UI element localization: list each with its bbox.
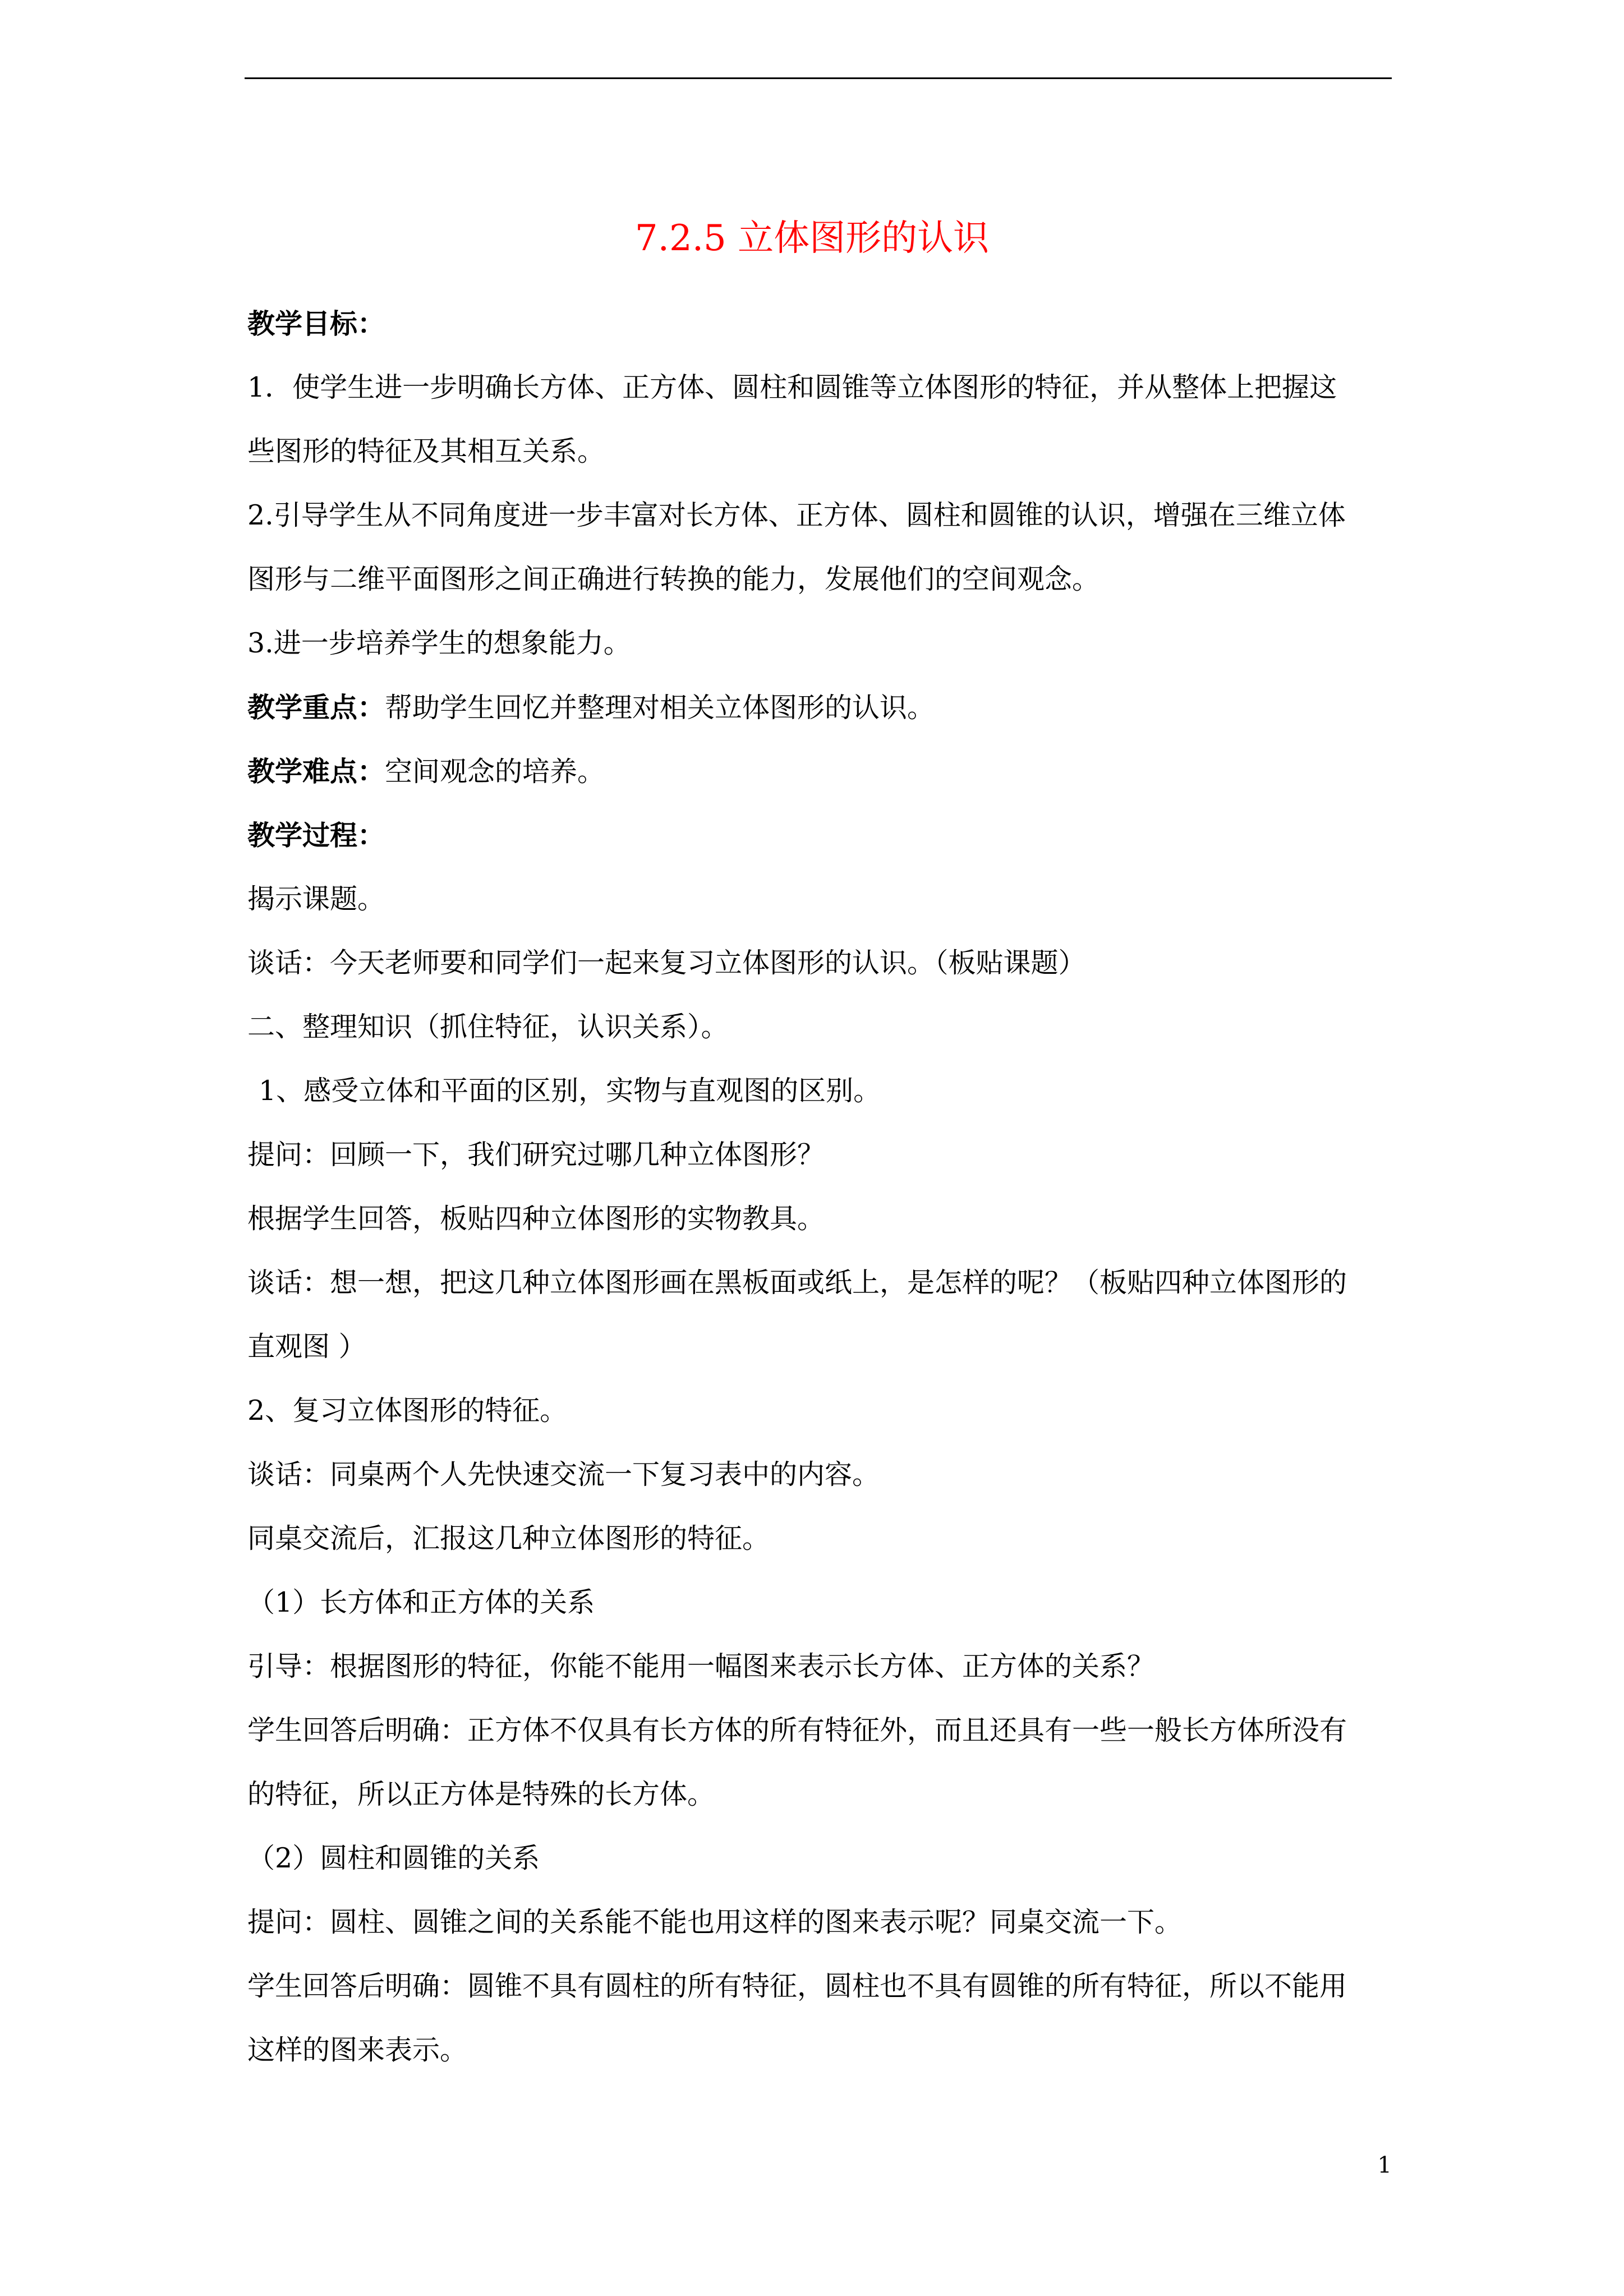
process-line: 学生回答后明确：正方体不仅具有长方体的所有特征外，而且还具有一些一般长方体所没有: [247, 1714, 1347, 1746]
heading-teaching-objectives: 教学目标：: [247, 307, 385, 340]
objective-1-line-1: 1．使学生进一步明确长方体、正方体、圆柱和圆锥等立体图形的特征，并从整体上把握这: [247, 371, 1337, 403]
process-line: 直观图 ）: [247, 1331, 366, 1363]
header-rule: [245, 77, 1392, 79]
process-line: 这样的图来表示。: [247, 2034, 468, 2066]
document-body: [247, 292, 1392, 2082]
process-line: 同桌交流后，汇报这几种立体图形的特征。: [247, 1522, 770, 1554]
key-point-text: 帮助学生回忆并整理对相关立体图形的认识。: [385, 692, 935, 724]
objective-1-line-2: 些图形的特征及其相互关系。: [247, 435, 605, 467]
process-line: 谈话：今天老师要和同学们一起来复习立体图形的认识。（板贴课题）: [247, 947, 1086, 979]
process-line: （2）圆柱和圆锥的关系: [247, 1842, 540, 1874]
process-line: 谈话：想一想，把这几种立体图形画在黑板面或纸上，是怎样的呢？（板贴四种立体图形的: [247, 1267, 1347, 1299]
process-line: 学生回答后明确：圆锥不具有圆柱的所有特征，圆柱也不具有圆锥的所有特征，所以不能用: [247, 1970, 1347, 2002]
difficulty-label: 教学难点：: [247, 755, 385, 788]
process-line: 1、感受立体和平面的区别，实物与直观图的区别。: [259, 1075, 881, 1107]
process-line: 二、整理知识（抓住特征，认识关系）。: [247, 1011, 729, 1043]
process-line: 的特征，所以正方体是特殊的长方体。: [247, 1778, 715, 1810]
teaching-difficulty: [247, 739, 1392, 803]
process-line: 揭示课题。: [247, 883, 385, 915]
process-line: 2、复习立体图形的特征。: [247, 1395, 568, 1427]
objective-3: 3.进一步培养学生的想象能力。: [247, 627, 631, 659]
process-line: （1）长方体和正方体的关系: [247, 1586, 595, 1618]
page-number: 1: [1377, 2152, 1392, 2178]
process-line: 提问：圆柱、圆锥之间的关系能不能也用这样的图来表示呢？同桌交流一下。: [247, 1906, 1183, 1938]
key-point-label: 教学重点：: [247, 691, 385, 724]
objective-2-line-1: 2.引导学生从不同角度进一步丰富对长方体、正方体、圆柱和圆锥的认识，增强在三维立体: [247, 499, 1346, 531]
process-line: 提问：回顾一下，我们研究过哪几种立体图形？: [247, 1139, 825, 1171]
process-line: 根据学生回答，板贴四种立体图形的实物教具。: [247, 1203, 825, 1235]
process-line: 引导：根据图形的特征，你能不能用一幅图来表示长方体、正方体的关系？: [247, 1650, 1155, 1682]
difficulty-text: 空间观念的培养。: [385, 756, 605, 788]
document-title: 7.2.5 立体图形的认识: [634, 218, 990, 259]
teaching-key-point: [247, 675, 1392, 739]
objective-2-line-2: 图形与二维平面图形之间正确进行转换的能力，发展他们的空间观念。: [247, 563, 1100, 595]
heading-teaching-process: 教学过程：: [247, 819, 385, 852]
process-line: 谈话：同桌两个人先快速交流一下复习表中的内容。: [247, 1458, 880, 1490]
